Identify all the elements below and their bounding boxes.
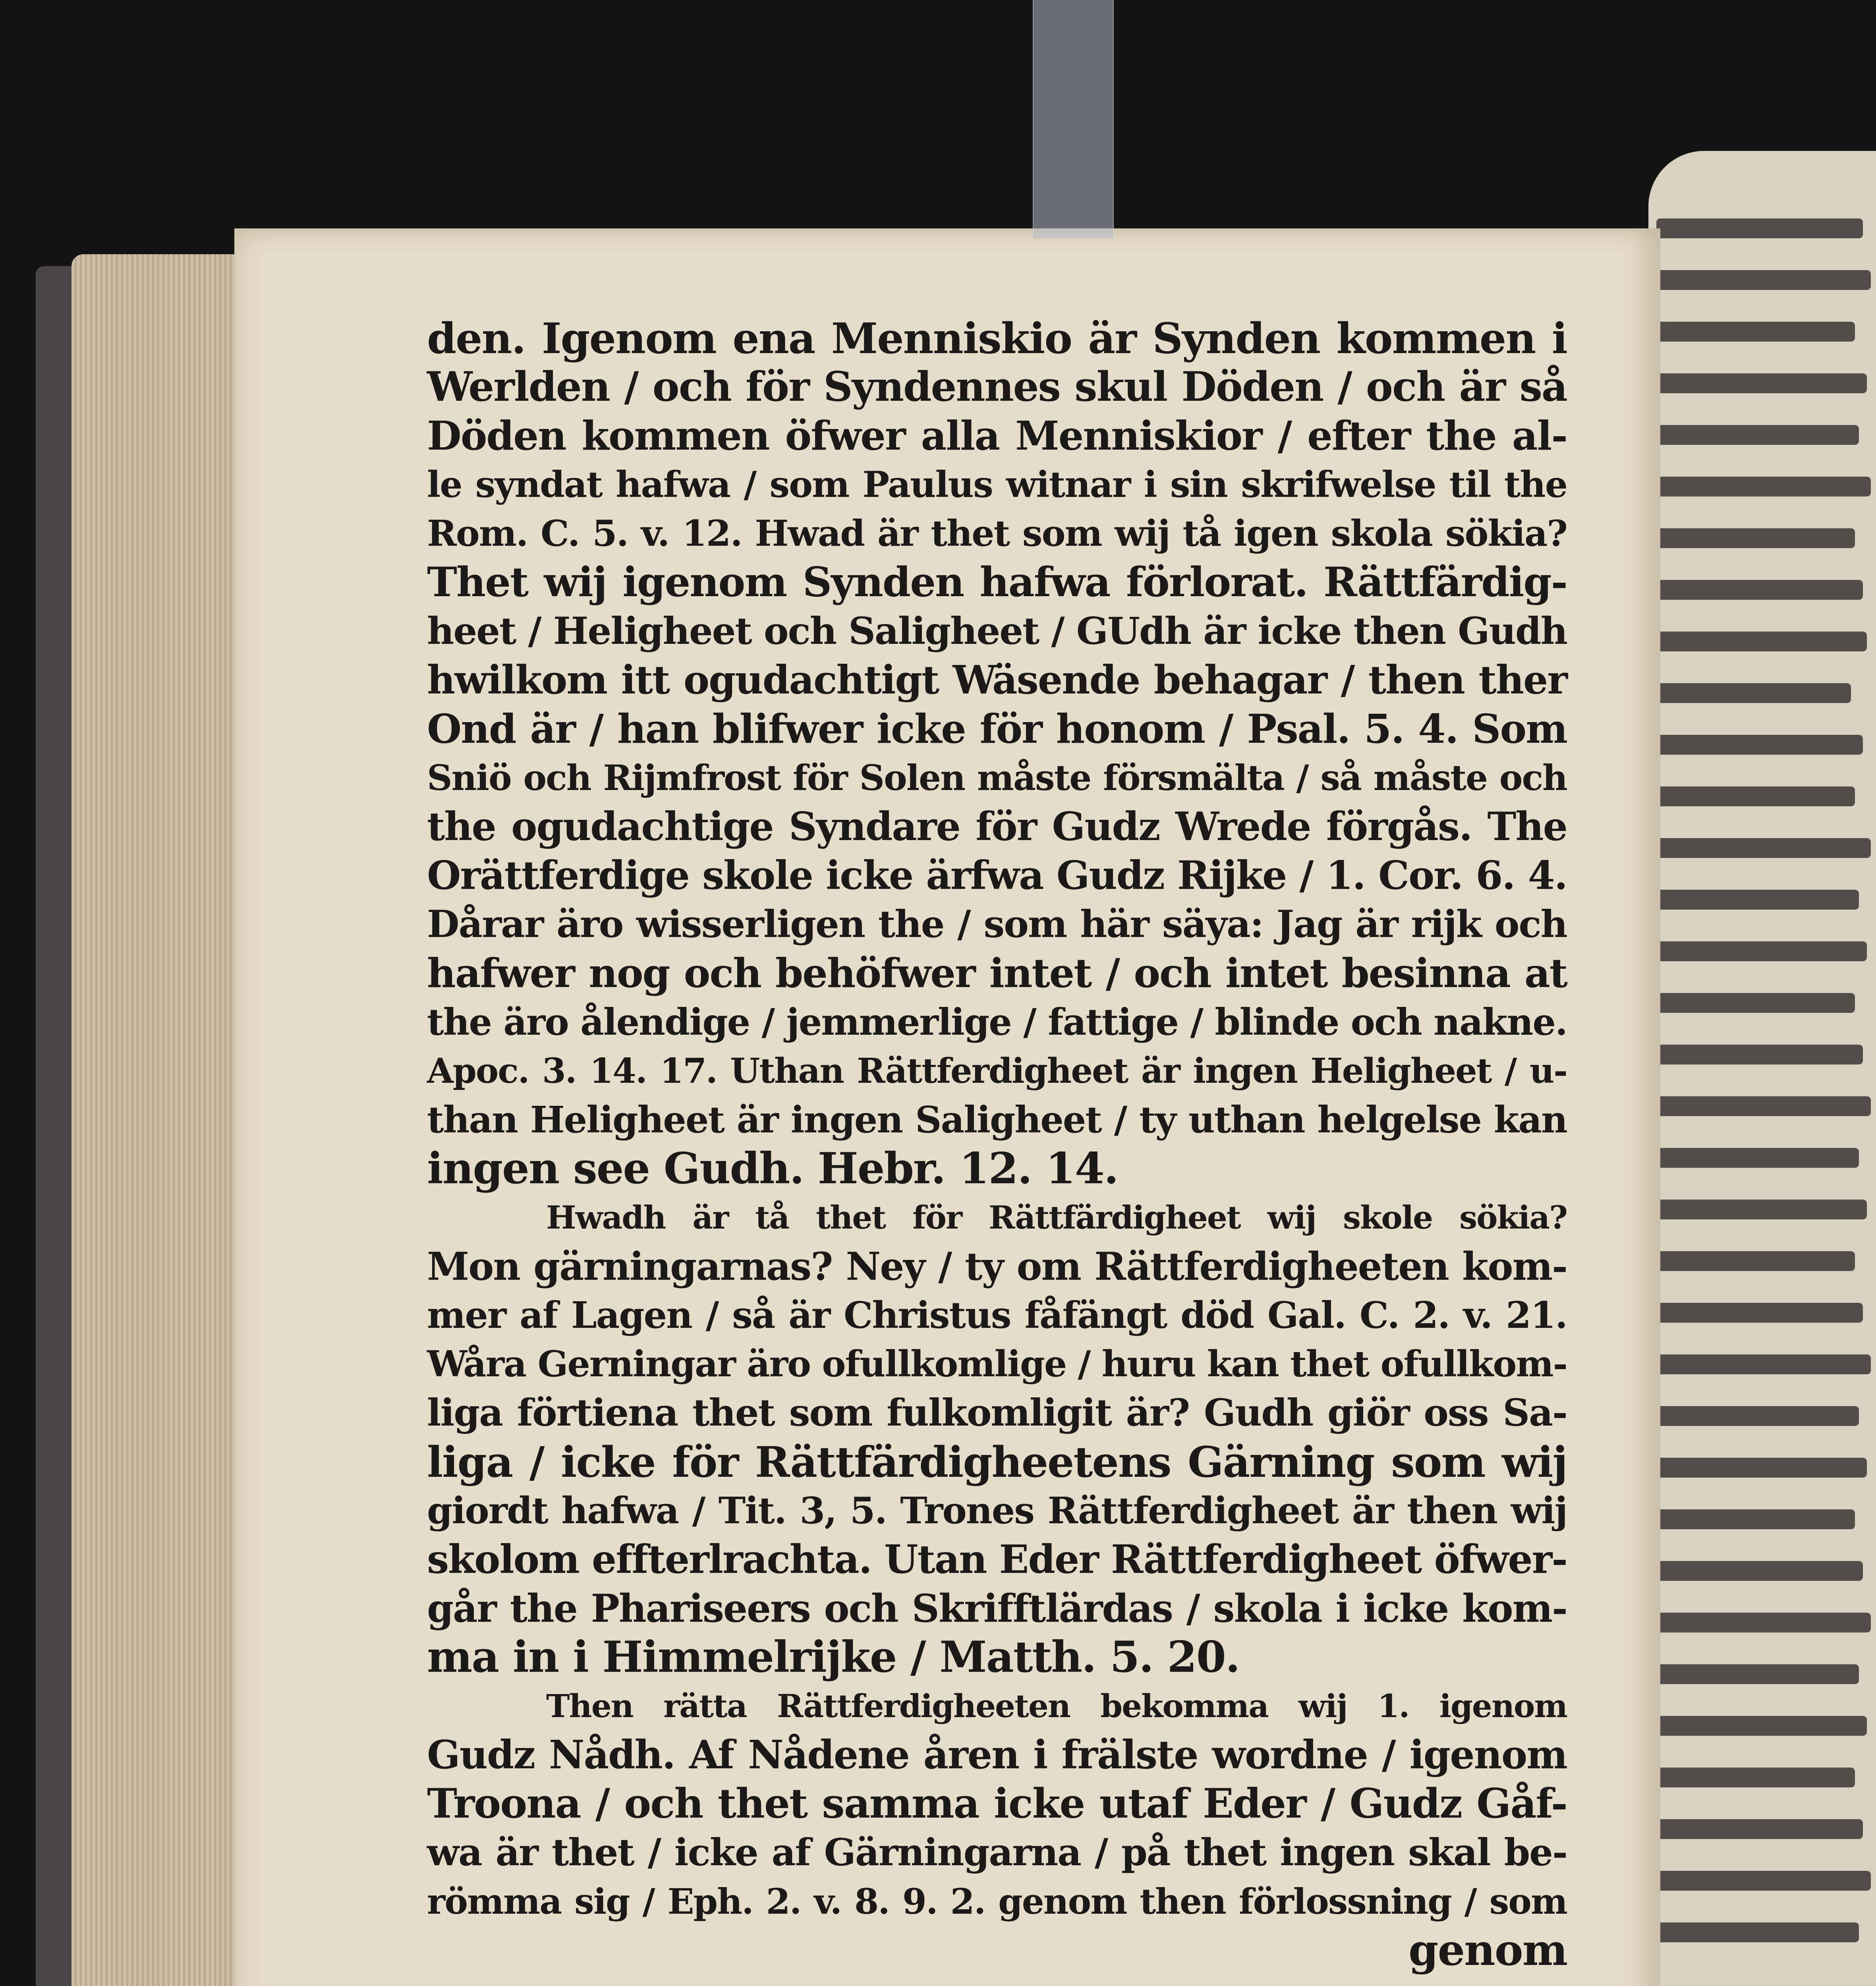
text-line: Sniö och Rijmfrost för Solen måste försmälta / så måste och xyxy=(427,757,1567,798)
text-line: than Heligheet är ingen Saligheet / ty uthan helgelse kan xyxy=(427,1098,1567,1141)
text-line: Troona / och thet samma icke utaf Eder / Gudz Gåf- xyxy=(427,1780,1567,1828)
text-line: römma sig / Eph. 2. v. 8. 9. 2. genom then förlossning / som xyxy=(427,1881,1567,1922)
text-line: skolom effterlrachta. Utan Eder Rättferdigheet öfwer- xyxy=(427,1537,1567,1582)
text-line: liga / icke för Rättfärdigheetens Gärning som wij xyxy=(427,1437,1567,1487)
text-line: mer af Lagen / så är Christus fåfängt död Gal. C. 2. v. 21. xyxy=(427,1294,1567,1337)
text-line: le syndat hafwa / som Paulus witnar i sin skrifwelse til the xyxy=(427,464,1567,506)
book-support-strap-top xyxy=(1033,0,1114,238)
text-line: the ogudachtige Syndare för Gudz Wrede förgås. The xyxy=(427,804,1567,850)
text-line: Apoc. 3. 14. 17. Uthan Rättferdigheet är ingen Heligheet / u- xyxy=(427,1051,1567,1091)
text-line: Werlden / och för Syndennes skul Döden / och är så xyxy=(427,363,1567,411)
text-line: Rom. C. 5. v. 12. Hwad är thet som wij tå igen skola sökia? xyxy=(427,512,1567,554)
text-line: Döden kommen öfwer alla Menniskior / efter the al- xyxy=(427,412,1567,459)
text-line: Orättferdige skole icke ärfwa Gudz Rijke / 1. Cor. 6. 4. xyxy=(427,853,1567,898)
text-line: går the Phariseers och Skrifftlärdas / skola i icke kom- xyxy=(427,1586,1567,1631)
text-line: Then rätta Rättferdigheeten bekomma wij 1. igenom xyxy=(546,1687,1567,1725)
text-line: wa är thet / icke af Gärningarna / på thet ingen skal be- xyxy=(427,1831,1567,1874)
text-line: Gudz Nådh. Af Nådene åren i frälste wordne / igenom xyxy=(427,1732,1567,1778)
catchword: genom xyxy=(1408,1925,1567,1975)
text-line: giordt hafwa / Tit. 3, 5. Trones Rättferdigheet är then wij xyxy=(427,1489,1567,1532)
page-text xyxy=(427,314,1567,1975)
text-line: Mon gärningarnas? Ney / ty om Rättferdigheeten kom- xyxy=(427,1244,1567,1289)
text-line: hafwer nog och behöfwer intet / och intet besinna at xyxy=(427,950,1567,997)
text-line: den. Igenom ena Menniskio är Synden kommen i xyxy=(427,313,1567,363)
text-line: liga förtiena thet som fulkomligit är? Gudh giör oss Sa- xyxy=(427,1391,1567,1435)
text-line: Ond är / han blifwer icke för honom / Psal. 5. 4. Som xyxy=(427,705,1567,752)
text-line: Hwadh är tå thet för Rättfärdigheet wij skole sökia? xyxy=(546,1199,1567,1236)
text-line: ma in i Himmelrijke / Matth. 5. 20. xyxy=(427,1632,1240,1682)
text-line: the äro ålendige / jemmerlige / fattige / blinde och nakne. xyxy=(427,1001,1567,1043)
text-line: hwilkom itt ogudachtigt Wäsende behagar / then ther xyxy=(427,657,1567,703)
text-line: Dårar äro wisserligen the / som här säya: Jag är rijk och xyxy=(427,902,1567,946)
text-line: Wåra Gerningar äro ofullkomlige / huru kan thet ofullkom- xyxy=(427,1343,1567,1385)
text-line: ingen see Gudh. Hebr. 12. 14. xyxy=(427,1144,1118,1194)
text-line: Thet wij igenom Synden hafwa förlorat. Rättfärdig- xyxy=(427,558,1567,606)
page-stack-edge xyxy=(71,254,258,1986)
text-line: heet / Heligheet och Saligheet / GUdh är icke then Gudh xyxy=(427,609,1567,653)
facing-page xyxy=(1648,151,1876,1986)
